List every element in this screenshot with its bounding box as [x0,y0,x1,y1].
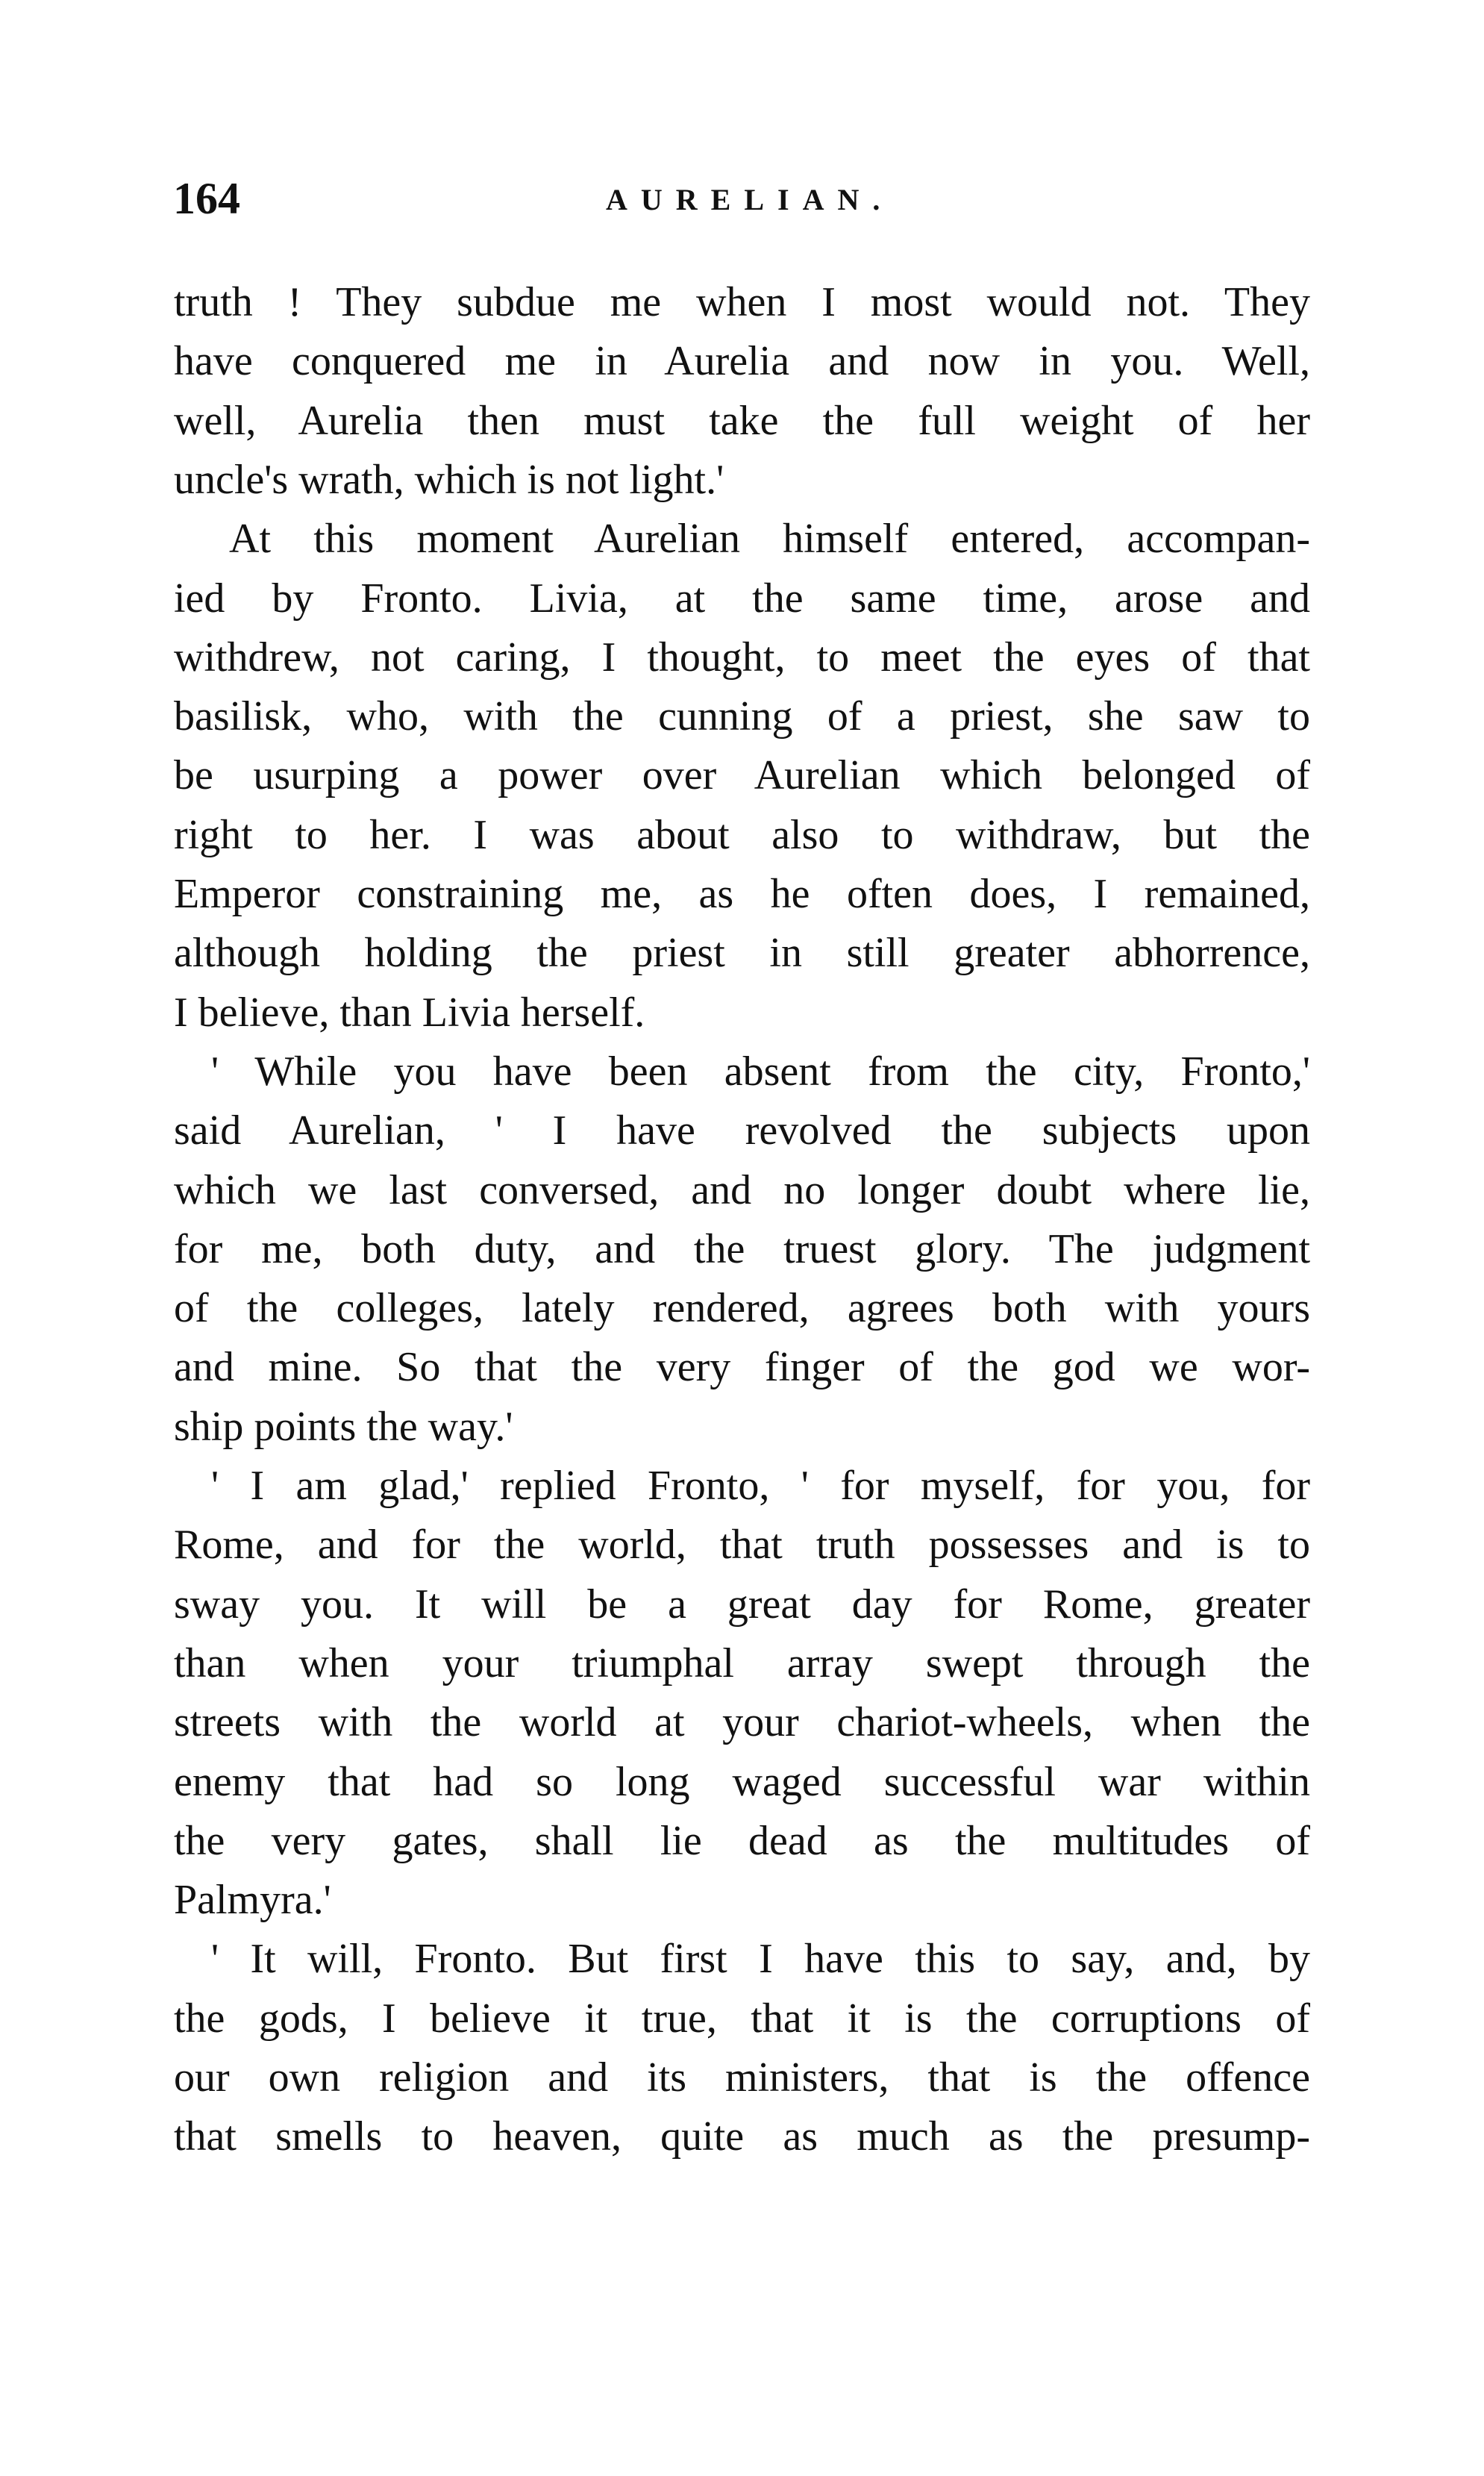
text-line: than when your triumphal array swept through the [174,1639,1310,1686]
text-line: ied by Fronto. Livia, at the same time, arose and [174,575,1310,622]
text-line: well, Aurelia then must take the full weight of her [174,397,1310,444]
text-line: ' While you have been absent from the city, Fronto,' [211,1048,1310,1095]
text-line: truth ! They subdue me when I most would not. They [174,279,1310,325]
page-number: 164 [173,174,240,223]
running-title: AURELIAN. [606,183,894,216]
text-line: said Aurelian, ' I have revolved the subjects upon [174,1107,1310,1154]
text-line: be usurping a power over Aurelian which belonged of [174,752,1310,799]
text-line: basilisk, who, with the cunning of a priest, she saw to [174,693,1310,740]
text-line: that smells to heaven, quite as much as the presump- [174,2113,1310,2160]
text-line: enemy that had so long waged successful war within [174,1758,1310,1805]
text-line: the gods, I believe it true, that it is the corruptions of [174,1995,1310,2042]
text-line: the very gates, shall lie dead as the multitudes of [174,1817,1310,1864]
text-line: which we last conversed, and no longer doubt where lie, [174,1166,1310,1213]
text-line: ' It will, Fronto. But first I have this to say, and, by [211,1936,1310,1983]
text-line: our own religion and its ministers, that is the offence [174,2054,1310,2101]
text-line: I believe, than Livia herself. [174,989,645,1036]
text-line: have conquered me in Aurelia and now in you. Well, [174,338,1310,385]
text-line: Palmyra.' [174,1877,331,1924]
text-line: although holding the priest in still greater abhorrence, [174,930,1310,977]
text-line: right to her. I was about also to withdraw, but the [174,811,1310,858]
text-line: Rome, and for the world, that truth possesses and is to [174,1522,1310,1569]
text-line: ' I am glad,' replied Fronto, ' for myself, for you, for [211,1463,1310,1509]
text-line: for me, both duty, and the truest glory. The judgment [174,1225,1310,1272]
text-line: uncle's wrath, which is not light.' [174,456,724,503]
text-line: streets with the world at your chariot-wheels, when the [174,1699,1310,1746]
text-line: withdrew, not caring, I thought, to meet the eyes of that [174,634,1310,681]
text-line: Emperor constraining me, as he often does, I remained, [174,871,1310,917]
text-line: and mine. So that the very finger of the god we wor- [174,1344,1310,1391]
text-line: ship points the way.' [174,1403,513,1450]
text-line: of the colleges, lately rendered, agrees both with yours [174,1285,1310,1332]
text-line: At this moment Aurelian himself entered, accompan- [229,516,1310,563]
text-line: sway you. It will be a great day for Rome, greater [174,1581,1310,1628]
